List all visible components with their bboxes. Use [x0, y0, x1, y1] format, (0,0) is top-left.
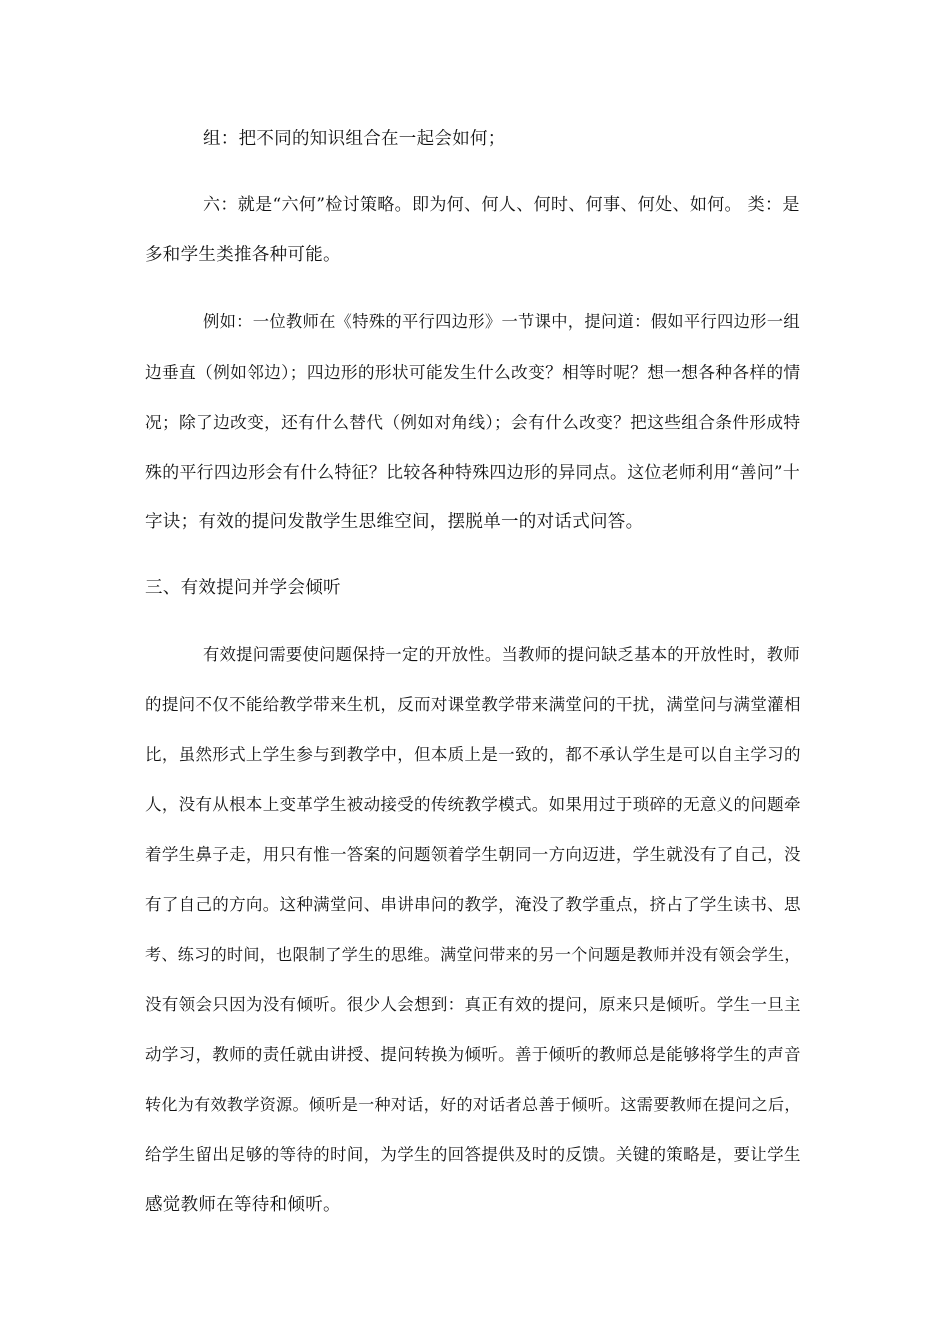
paragraph-line: 动学习，教师的责任就由讲授、提问转换为倾听。善于倾听的教师总是能够将学生的声音 [145, 1045, 801, 1064]
paragraph-line: 没有领会只因为没有倾听。很少人会想到：真正有效的提问，原来只是倾听。学生一旦主 [145, 995, 801, 1014]
paragraph-line: 字诀；有效的提问发散学生思维空间，摆脱单一的对话式问答。 [145, 512, 644, 532]
paragraph-line: 有了自己的方向。这种满堂问、串讲串问的教学，淹没了教学重点，挤占了学生读书、思 [145, 895, 801, 914]
paragraph-line: 边垂直（例如邻边）；四边形的形状可能发生什么改变？相等时呢？想一想各种各样的情 [145, 362, 801, 382]
paragraph-line: 给学生留出足够的等待的时间，为学生的回答提供及时的反馈。关键的策略是，要让学生 [145, 1145, 801, 1164]
paragraph-line: 例如：一位教师在《特殊的平行四边形》一节课中，提问道：假如平行四边形一组 [203, 312, 800, 331]
paragraph-line: 殊的平行四边形会有什么特征？比较各种特殊四边形的异同点。这位老师利用“善问”十 [145, 462, 801, 482]
paragraph-line: 考、练习的时间，也限制了学生的思维。满堂问带来的另一个问题是教师并没有领会学生， [145, 945, 801, 964]
paragraph-line: 着学生鼻子走，用只有惟一答案的问题领着学生朝同一方向迈进，学生就没有了自己，没 [145, 845, 801, 864]
paragraph-line: 感觉教师在等待和倾听。 [145, 1195, 341, 1215]
paragraph-line: 转化为有效教学资源。倾听是一种对话，好的对话者总善于倾听。这需要教师在提问之后， [145, 1095, 801, 1114]
paragraph-line: 组：把不同的知识组合在一起会如何； [203, 129, 506, 149]
paragraph-line: 六：就是“六何”检讨策略。即为何、何人、何时、何事、何处、如何。 类：是 [203, 195, 800, 215]
paragraph-line: 的提问不仅不能给教学带来生机，反而对课堂教学带来满堂问的干扰，满堂问与满堂灌相 [145, 695, 801, 714]
paragraph-line: 况；除了边改变，还有什么替代（例如对角线）；会有什么改变？把这些组合条件形成特 [145, 412, 801, 432]
paragraph-line: 多和学生类推各种可能。 [145, 245, 341, 265]
paragraph-line: 有效提问需要使问题保持一定的开放性。当教师的提问缺乏基本的开放性时，教师 [203, 645, 800, 664]
paragraph-line: 人，没有从根本上变革学生被动接受的传统教学模式。如果用过于琐碎的无意义的问题牵 [145, 795, 801, 814]
section-heading: 三、有效提问并学会倾听 [145, 578, 341, 598]
paragraph-line: 比，虽然形式上学生参与到教学中，但本质上是一致的，都不承认学生是可以自主学习的 [145, 745, 801, 764]
